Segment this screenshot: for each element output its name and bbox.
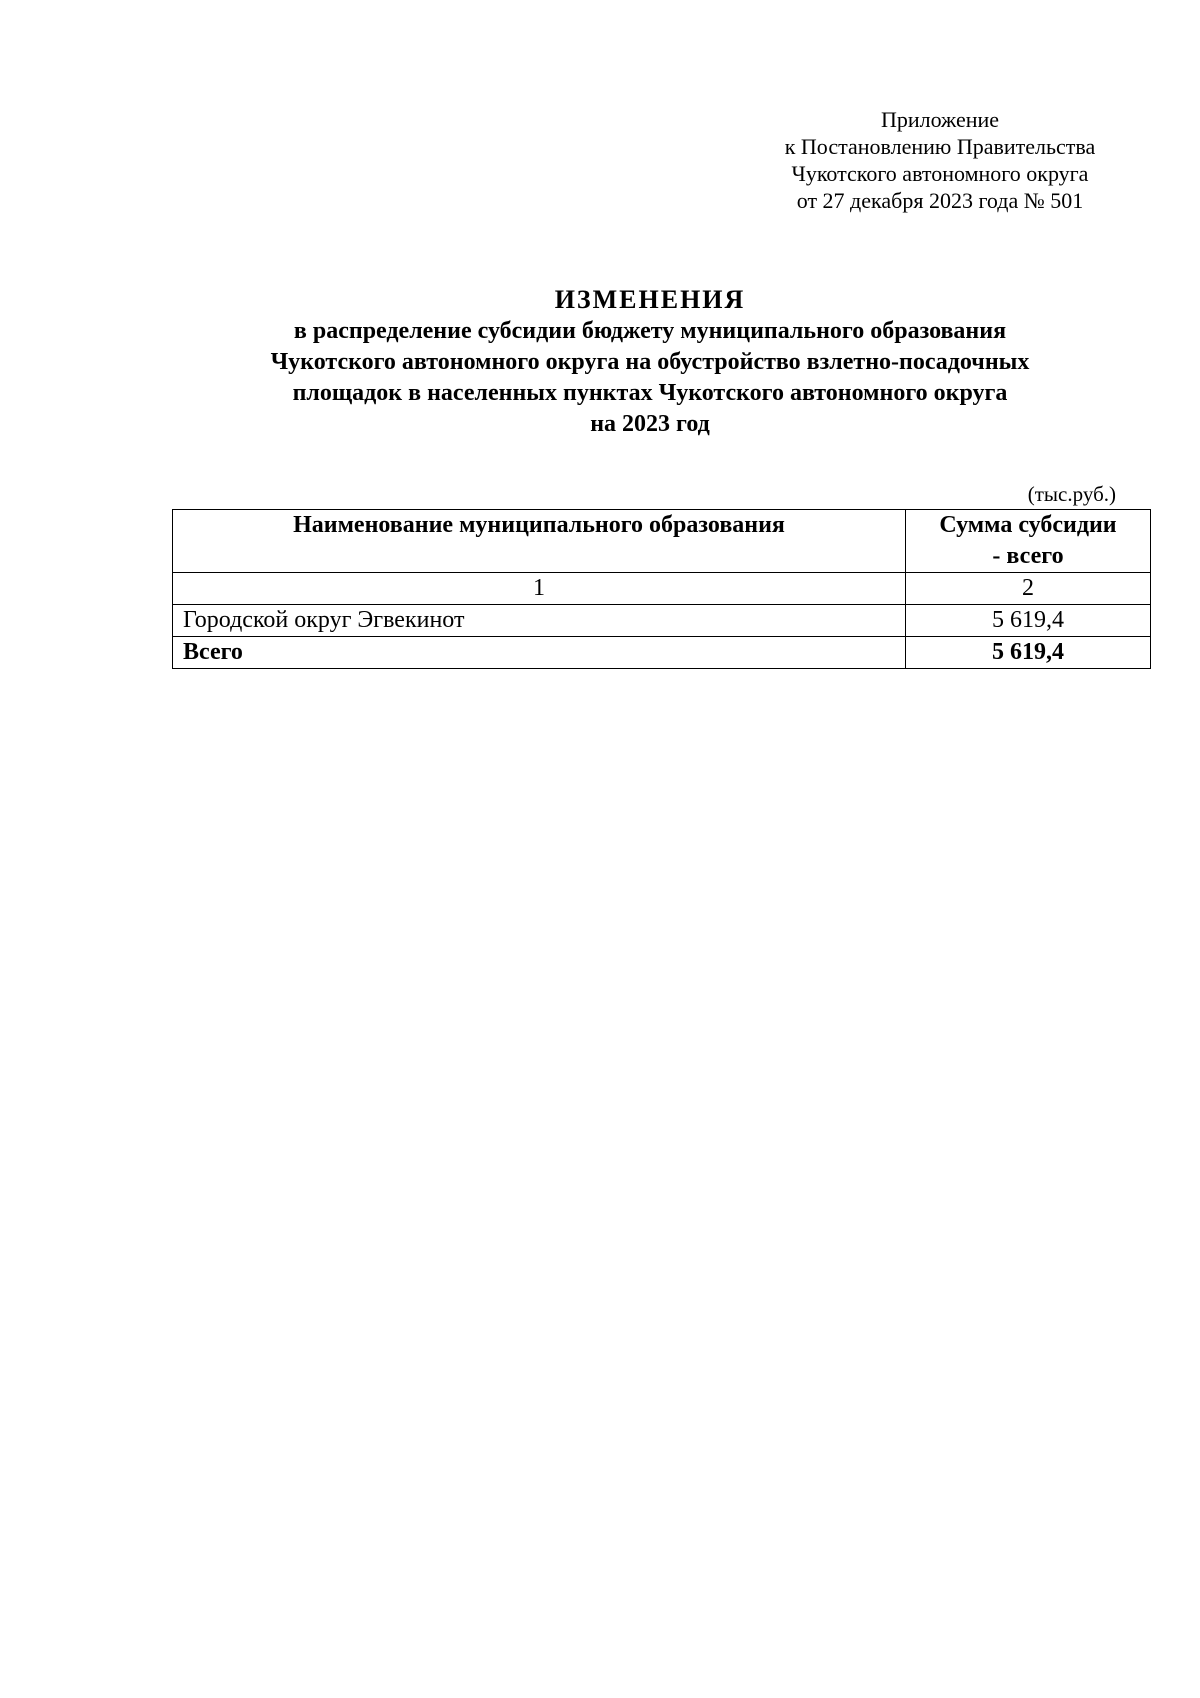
title-line-1: в распределение субсидии бюджету муниципального образования: [293, 318, 1007, 344]
subsidy-table: [172, 509, 1151, 669]
column-number-1: 1: [173, 573, 906, 605]
title-line-3: площадок в населенных пунктах Чукотского автономного округа: [292, 380, 1008, 406]
header-sum-line-2: - всего: [992, 543, 1064, 569]
table-row: [173, 605, 1151, 637]
total-row: [173, 637, 1151, 669]
appendix-line-2: к Постановлению Правительства: [784, 134, 1096, 159]
document-title: [120, 284, 1180, 440]
units-label: (тыс.руб.): [1027, 482, 1116, 506]
header-name: Наименование муниципального образования: [173, 510, 906, 573]
table-header-row: [173, 510, 1151, 573]
total-label: Всего: [173, 637, 906, 669]
title-line-2: Чукотского автономного округа на обустройство взлетно-посадочных: [270, 349, 1030, 375]
row-name: Городской округ Эгвекинот: [173, 605, 906, 637]
appendix-header: [760, 106, 1120, 214]
appendix-line-4: от 27 декабря 2023 года № 501: [796, 188, 1084, 213]
appendix-line-3: Чукотского автономного округа: [791, 161, 1089, 186]
header-sum-line-1: Сумма субсидии: [939, 512, 1117, 538]
column-number-row: [173, 573, 1151, 605]
row-sum: 5 619,4: [906, 605, 1151, 637]
title-main: ИЗМЕНЕНИЯ: [554, 285, 746, 314]
appendix-line-1: Приложение: [880, 107, 1000, 132]
header-sum: [906, 510, 1151, 573]
total-sum: 5 619,4: [906, 637, 1151, 669]
column-number-2: 2: [906, 573, 1151, 605]
title-line-4: на 2023 год: [590, 411, 710, 437]
title-subtitle: [120, 316, 1180, 440]
